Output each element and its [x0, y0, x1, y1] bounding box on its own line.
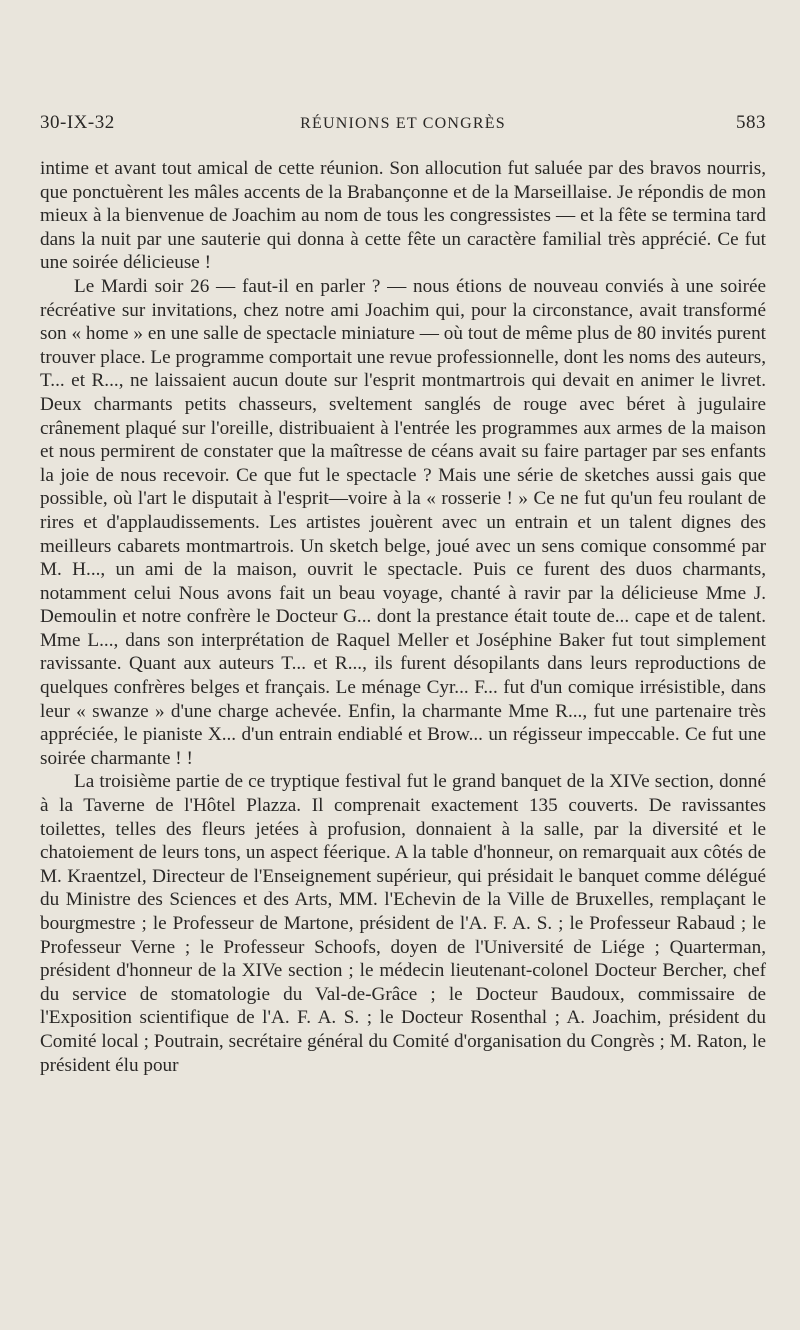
- paragraph-mardi-soiree: Le Mardi soir 26 — faut-il en parler ? — nous étions de nouveau conviés à une soirée récréative sur invitations, chez notre ami Joachim qui, pour la circonstance, avait transformé son « home » en une salle de spectacle miniature — où tout de même plus de 80 invités purent trouver place. Le programme comportait une revue professionnelle, dont les noms des auteurs, T... et R..., ne laissaient aucun doute sur l'esprit montmartrois qui devait en animer le livret. Deux charmants petits chasseurs, sveltement sanglés de rouge avec béret à jugulaire crânement plaqué sur l'oreille, distribuaient à l'entrée les programmes aux armes de la maison et nous permirent de constater que la maîtresse de céans avait su faire partager par ses enfants la joie de nous recevoir. Ce que fut le spectacle ? Mais une série de sketches aussi gais que possible, où l'art le disputait à l'esprit—voire à la « rosserie ! » Ce ne fut qu'un feu roulant de rires et d'applaudissements. Les artistes jouèrent avec un entrain et un talent dignes des meilleurs cabarets montmartrois. Un sketch belge, joué avec un sens comique consommé par M. H..., un ami de la maison, ouvrit le spectacle. Puis ce furent des duos charmants, notamment celui Nous avons fait un beau voyage, chanté à ravir par la délicieuse Mme J. Demoulin et notre confrère le Docteur G... dont la prestance était toute de... cape et de talent. Mme L..., dans son interprétation de Raquel Meller et Joséphine Baker fut tout simplement ravissante. Quant aux auteurs T... et R..., ils furent désopilants dans leurs reproductions de quelques confrères belges et français. Le ménage Cyr... F... fut d'un comique irrésistible, dans leur « swanze » d'une charge achevée. Enfin, la charmante Mme R..., fut une partenaire très appréciée, le pianiste X... d'un entrain endiablé et Brow... un régisseur impeccable. Ce fut une soirée charmante ! !: [40, 275, 766, 769]
- page-number: 583: [736, 112, 766, 133]
- date-stamp: 30-IX-32: [40, 112, 115, 133]
- section-title: RÉUNIONS ET CONGRÈS: [300, 115, 506, 132]
- paragraph-banquet: La troisième partie de ce tryptique festival fut le grand banquet de la XIVe section, donné à la Taverne de l'Hôtel Plazza. Il comprenait exactement 135 couverts. De ravissantes toilettes, telles des fleurs jetées à profusion, donnaient à la salle, par la diversité et le chatoiement de leurs tons, un aspect féerique. A la table d'honneur, on remarquait aux côtés de M. Kraentzel, Directeur de l'Enseignement supérieur, qui présidait le banquet comme délégué du Ministre des Sciences et des Arts, MM. l'Echevin de la Ville de Bruxelles, remplaçant le bourgmestre ; le Professeur de Martone, président de l'A. F. A. S. ; le Professeur Rabaud ; le Professeur Verne ; le Professeur Schoofs, doyen de l'Université de Liége ; Quarterman, président d'honneur de la XIVe section ; le médecin lieutenant-colonel Docteur Bercher, chef du service de stomatologie du Val-de-Grâce ; le Docteur Baudoux, commissaire de l'Exposition scientifique de l'A. F. A. S. ; le Docteur Rosenthal ; A. Joachim, président du Comité local ; Poutrain, secrétaire général du Comité d'organisation du Congrès ; M. Raton, le président élu pour: [40, 771, 766, 1076]
- running-head: [40, 112, 766, 138]
- paragraph-continued: intime et avant tout amical de cette réunion. Son allocution fut saluée par des bravos nourris, que ponctuèrent les mâles accents de la Brabançonne et de la Marseillaise. Je répondis de mon mieux à la bienvenue de Joachim au nom de tous les congressistes — et la fête se termina tard dans la nuit par une sauterie qui donna à cette fête un caractère familial très apprécié. Ce fut une soirée délicieuse !: [40, 158, 766, 274]
- body-text: [40, 157, 766, 1077]
